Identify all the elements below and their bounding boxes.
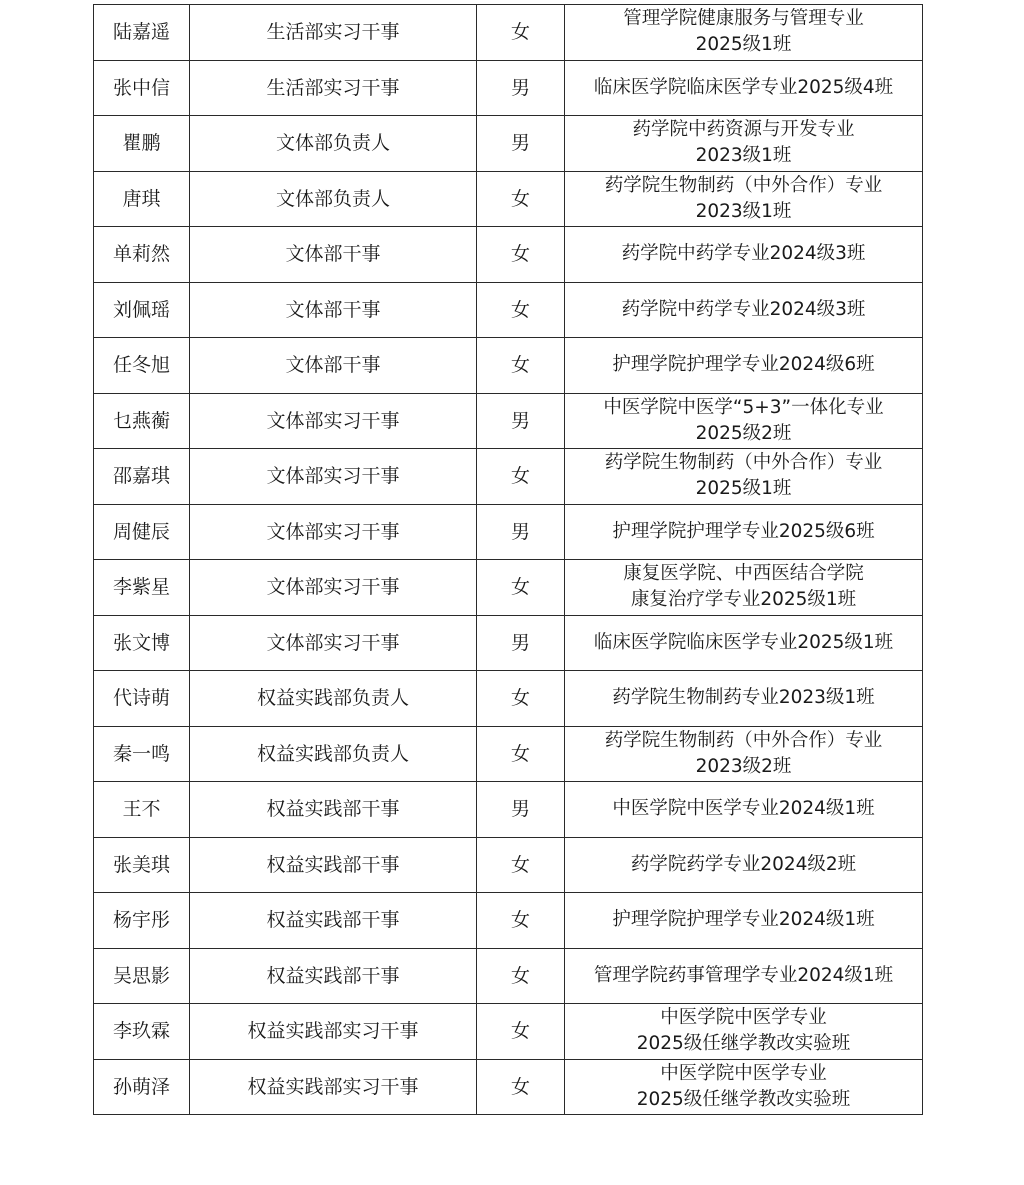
role-cell: 权益实践部干事 [190,948,477,1004]
table-row [94,393,923,449]
role-cell: 文体部干事 [190,282,477,338]
table-row [94,837,923,893]
gender-cell: 女 [477,893,565,949]
class-line: 护理学院护理学专业2024级1班 [612,909,875,931]
table-row [94,60,923,116]
name-cell: 张文博 [94,615,190,671]
class-line: 管理学院药事管理学专业2024级1班 [593,964,894,986]
role-cell: 权益实践部干事 [190,782,477,838]
gender-cell: 女 [477,837,565,893]
class-line: 药学院中药学专业2024级3班 [621,243,866,265]
gender-cell: 女 [477,560,565,616]
class-line: 2025级任继学教改实验班 [636,1088,851,1110]
class-line: 2025级1班 [695,478,792,500]
name-cell: 李紫星 [94,560,190,616]
name-cell: 刘佩瑶 [94,282,190,338]
class-line: 护理学院护理学专业2024级6班 [612,354,875,376]
table-row [94,227,923,283]
class-line: 2025级1班 [695,34,792,56]
gender-cell: 女 [477,5,565,61]
class-cell [565,282,923,338]
gender-cell: 男 [477,782,565,838]
class-line: 中医学院中医学专业 [660,1007,827,1029]
class-line: 护理学院护理学专业2025级6班 [612,520,875,542]
table-row [94,171,923,227]
name-cell: 唐琪 [94,171,190,227]
class-line: 中医学院中医学专业 [660,1062,827,1084]
class-cell [565,837,923,893]
table-row [94,5,923,61]
class-line: 2025级任继学教改实验班 [636,1033,851,1055]
gender-cell: 男 [477,504,565,560]
table-row [94,1004,923,1060]
class-cell [565,948,923,1004]
table-row [94,726,923,782]
name-cell: 周健辰 [94,504,190,560]
table-row [94,893,923,949]
table-row [94,615,923,671]
gender-cell: 女 [477,726,565,782]
gender-cell: 男 [477,393,565,449]
class-line: 药学院生物制药（中外合作）专业 [604,452,883,474]
role-cell: 文体部实习干事 [190,560,477,616]
class-cell [565,1004,923,1060]
class-line: 药学院生物制药（中外合作）专业 [604,729,883,751]
class-cell [565,171,923,227]
gender-cell: 男 [477,615,565,671]
class-line: 药学院生物制药专业2023级1班 [612,687,875,709]
name-cell: 张中信 [94,60,190,116]
table-row [94,338,923,394]
role-cell: 权益实践部实习干事 [190,1004,477,1060]
name-cell: 陆嘉遥 [94,5,190,61]
table-row [94,504,923,560]
class-cell [565,449,923,505]
class-line: 2023级1班 [695,145,792,167]
class-cell [565,782,923,838]
member-roster-table [93,4,923,1115]
name-cell: 代诗萌 [94,671,190,727]
class-line: 药学院中药资源与开发专业 [632,119,855,141]
class-cell [565,227,923,283]
table-row [94,282,923,338]
table-row [94,116,923,172]
class-cell [565,671,923,727]
role-cell: 文体部负责人 [190,171,477,227]
name-cell: 王不 [94,782,190,838]
name-cell: 乜燕蘅 [94,393,190,449]
name-cell: 杨宇彤 [94,893,190,949]
class-line: 中医学院中医学“5+3”一体化专业 [603,396,884,418]
class-cell [565,1059,923,1115]
class-line: 临床医学院临床医学专业2025级4班 [593,76,894,98]
gender-cell: 女 [477,948,565,1004]
name-cell: 瞿鹏 [94,116,190,172]
class-line: 药学院药学专业2024级2班 [630,853,857,875]
gender-cell: 女 [477,338,565,394]
role-cell: 文体部干事 [190,227,477,283]
role-cell: 权益实践部干事 [190,837,477,893]
gender-cell: 女 [477,282,565,338]
role-cell: 文体部实习干事 [190,504,477,560]
class-cell [565,726,923,782]
class-cell [565,60,923,116]
gender-cell: 女 [477,227,565,283]
table-row [94,782,923,838]
table-row [94,560,923,616]
gender-cell: 女 [477,671,565,727]
roster-sheet [93,4,922,1115]
class-cell [565,504,923,560]
roster-body [94,5,923,1115]
class-line: 中医学院中医学专业2024级1班 [612,798,875,820]
role-cell: 文体部实习干事 [190,393,477,449]
table-row [94,948,923,1004]
role-cell: 生活部实习干事 [190,5,477,61]
name-cell: 任冬旭 [94,338,190,394]
class-line: 临床医学院临床医学专业2025级1班 [593,631,894,653]
role-cell: 文体部负责人 [190,116,477,172]
gender-cell: 女 [477,171,565,227]
gender-cell: 女 [477,449,565,505]
role-cell: 文体部实习干事 [190,449,477,505]
class-cell [565,560,923,616]
role-cell: 权益实践部负责人 [190,671,477,727]
table-row [94,1059,923,1115]
class-line: 药学院生物制药（中外合作）专业 [604,174,883,196]
class-cell [565,615,923,671]
role-cell: 权益实践部负责人 [190,726,477,782]
role-cell: 文体部实习干事 [190,615,477,671]
name-cell: 孙萌泽 [94,1059,190,1115]
gender-cell: 男 [477,60,565,116]
class-cell [565,116,923,172]
name-cell: 李玖霖 [94,1004,190,1060]
table-row [94,449,923,505]
role-cell: 生活部实习干事 [190,60,477,116]
class-line: 管理学院健康服务与管理专业 [623,8,864,30]
class-cell [565,393,923,449]
gender-cell: 男 [477,116,565,172]
name-cell: 单莉然 [94,227,190,283]
name-cell: 张美琪 [94,837,190,893]
name-cell: 秦一鸣 [94,726,190,782]
class-cell [565,338,923,394]
name-cell: 吴思影 [94,948,190,1004]
class-line: 康复医学院、中西医结合学院 [623,563,864,585]
table-row [94,671,923,727]
class-cell [565,893,923,949]
class-line: 2023级2班 [695,755,792,777]
name-cell: 邵嘉琪 [94,449,190,505]
class-line: 2023级1班 [695,200,792,222]
class-line: 药学院中药学专业2024级3班 [621,298,866,320]
role-cell: 权益实践部实习干事 [190,1059,477,1115]
role-cell: 文体部干事 [190,338,477,394]
gender-cell: 女 [477,1059,565,1115]
class-line: 康复治疗学专业2025级1班 [630,589,857,611]
class-cell [565,5,923,61]
gender-cell: 女 [477,1004,565,1060]
class-line: 2025级2班 [695,422,792,444]
role-cell: 权益实践部干事 [190,893,477,949]
